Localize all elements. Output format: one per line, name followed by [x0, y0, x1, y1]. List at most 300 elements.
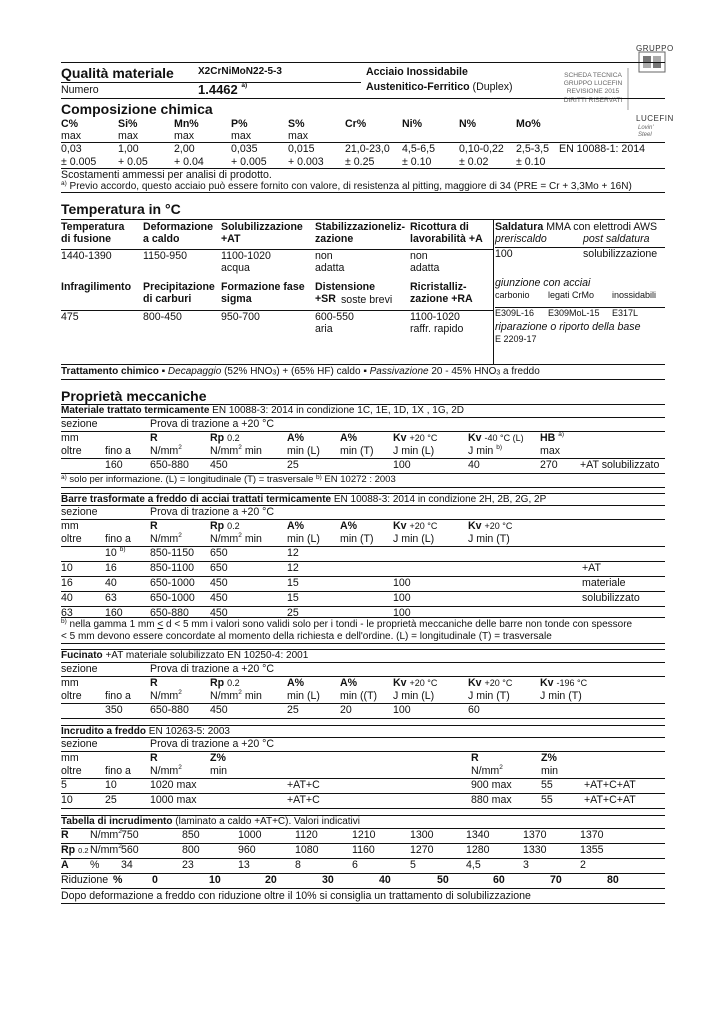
heat-treated-table: Materiale trattato termicamente EN 10088-3: 2014 in condizione 1C, 1E, 1D, 1X , 1G, 2D sezione Prova di trazione a +20 °C mm R Rp 0.2 A% A% Kv +20 °C Kv -40 °C (L) HB $^{a)}$ oltre fino a $N/mm^2$ $N/mm^2$ min min (L) min (T) J min (L) J min $^{b)}$ max 160 650-880 450 25 100 40 270 +AT solubilizzato $^{a)}$ solo per informazione. (L) = longitudinale (T) = trasversale $^{b)}$ EN 10272 : 2003 [61, 404, 665, 487]
cell: 880 max [471, 794, 512, 807]
t3-title-rest: +AT materiale solubilizzato EN 10250-4: 2001 [102, 650, 309, 662]
cell: Kv [393, 676, 407, 689]
cell: P% [231, 118, 248, 131]
t2-notes [61, 617, 665, 644]
temp-head: Stabilizzazioneliz- zazione [315, 220, 406, 245]
composition-note1: Scostamenti ammessi per analisi di prodotto. [61, 168, 272, 181]
cell: mm [61, 676, 79, 689]
chem-text: ) + (65% HF) caldo [276, 365, 361, 377]
t1-title-rest: EN 10088-3: 2014 in condizione 1C, 1E, 1D, 1X , 1G, 2D [209, 405, 464, 417]
designation: X2CrNiMoN22-5-3 [198, 66, 282, 77]
composition-max-row [61, 130, 665, 143]
temperature-section [61, 193, 665, 380]
cell: max [61, 130, 82, 143]
cell: 2,00 [174, 143, 195, 156]
cell: Ni% [402, 118, 423, 131]
weld-repair: riparazione o riporto della base [495, 320, 641, 333]
cell: 16 [105, 562, 117, 575]
cell: 1120 [295, 828, 318, 841]
joint-type: carbonio [495, 289, 530, 300]
number-label: Numero [61, 84, 99, 96]
cell: 5 [410, 858, 416, 871]
cell: 40 [468, 458, 480, 471]
cell: +AT+C [287, 794, 320, 807]
cell: N/mm [210, 689, 239, 702]
cell: b) [496, 443, 503, 451]
material-number [198, 83, 247, 98]
cell: 0.2 [227, 432, 240, 443]
temp-head: Temperatura di fusione [61, 220, 125, 245]
temp-head-suffix: soste brevi [341, 293, 393, 306]
cell: 450 [210, 703, 228, 716]
cell: 1000 max [150, 794, 197, 807]
temp-val: 1100-1020 raffr. rapido [410, 310, 464, 335]
cell: ± 0.10 [516, 155, 546, 168]
temp-val: 1440-1390 [61, 249, 112, 262]
cell: +AT+C+AT [584, 794, 636, 807]
cell: Cr% [345, 118, 367, 131]
cell: sezione [61, 738, 98, 751]
temp-val: 475 [61, 310, 79, 323]
mechanical-title: Proprietà meccaniche [61, 388, 207, 405]
cell: Kv [468, 676, 482, 689]
cell: 25 [287, 607, 299, 620]
cell: sezione [61, 662, 98, 675]
cell: min (L) [287, 444, 320, 457]
cell: 850-1150 [150, 547, 194, 560]
cell: 8 [295, 858, 301, 871]
cell: mm [61, 752, 79, 765]
cell: 0.2 [227, 677, 240, 688]
chem-text: Passivazione [369, 365, 429, 377]
cell: +AT+C [287, 779, 320, 792]
cell: 3 [523, 858, 529, 871]
cell: 650 [210, 562, 228, 575]
cell: 4,5-6,5 [402, 143, 435, 156]
cell: min [241, 689, 262, 702]
cell: 1280 [466, 843, 490, 856]
cell: J min (T) [540, 689, 582, 702]
cell: 55 [541, 794, 553, 807]
cell: 15 [287, 592, 299, 605]
cell: ± 0.25 [345, 155, 375, 168]
note-text: Previo accordo, questo acciaio può essere fornito con valore, di resistenza al pitting, maggiore di 34 (PRE = Cr + 3,3Mo + 16N) [66, 180, 632, 192]
note-mark: b) [316, 473, 322, 481]
weld-title [495, 221, 665, 233]
type-line2 [366, 81, 513, 93]
electrode: E317L [612, 307, 639, 318]
chemical-treatment: Trattamento chimico ▪ Decapaggio (52% HNO3) + (65% HF) caldo ▪ Passivazione 20 - 45% HNO3 a freddo [61, 364, 665, 381]
type-suffix: (Duplex) [469, 81, 513, 93]
cell: + 0.005 [231, 155, 267, 168]
cell: 1270 [410, 843, 434, 856]
t3-title [61, 649, 665, 662]
cell: + 0.04 [174, 155, 204, 168]
cell: 650-880 [150, 458, 189, 471]
cell: 850 [182, 828, 200, 841]
cell: Kv [468, 431, 482, 444]
cell: 450 [210, 458, 228, 471]
t1-notes [61, 473, 665, 488]
t2-title-rest: EN 10088-3: 2014 in condizione 2H, 2B, 2G, 2P [331, 493, 547, 505]
cell: A% [340, 431, 358, 444]
cell: min (T) [340, 533, 374, 546]
cell: Prova di trazione a +20 °C [150, 506, 275, 519]
t2-title-bold: Barre trasformate a freddo di acciai trattati termicamente [61, 493, 332, 505]
cell: R [150, 676, 158, 689]
chem-text: a freddo [500, 365, 540, 377]
cell: 1,00 [118, 143, 139, 156]
cell: Z% [210, 752, 226, 765]
table-row [61, 606, 665, 621]
note-mark: a) [61, 179, 67, 187]
cell: +20 °C [484, 677, 513, 688]
cell: oltre [61, 765, 82, 778]
cell: 40 [105, 577, 117, 590]
cell: 30 [322, 873, 334, 886]
cell: R [150, 752, 158, 765]
cell: N/mm [150, 533, 179, 546]
cell: min (L) [287, 533, 320, 546]
temp-head: Precipitazione di carburi [143, 280, 215, 305]
cell: 160 [105, 458, 123, 471]
cell: 12 [287, 562, 299, 575]
cell: 60 [468, 703, 480, 716]
cell: 800 [182, 843, 200, 856]
cell: 1370 [580, 828, 604, 841]
cell: 10 [105, 547, 117, 560]
cell: 10 [105, 779, 117, 792]
cell: J min (L) [393, 444, 435, 457]
cell: 10 [209, 873, 221, 886]
cell: Si% [118, 118, 138, 131]
welding-block [495, 221, 665, 345]
cell: max [174, 130, 195, 143]
cell: max [288, 130, 309, 143]
cold-hardened-table: Incrudito a freddo EN 10263-5: 2003 sezione Prova di trazione a +20 °C mm R Z% R Z% oltre fino a $N/mm^2$ min $N/mm^2$ min 5 10 1020 max +AT+C 900 max 55 +AT+C+AT 10 25 1000 max +AT+C 880 max 55 +AT+C+AT [61, 725, 665, 810]
temperature-grid [61, 219, 665, 364]
cell: oltre [61, 533, 82, 546]
cell: 650-880 [150, 607, 189, 620]
joint-type: inossidabili [612, 289, 657, 300]
cell: ± 0.10 [402, 155, 432, 168]
cell: mm [61, 520, 79, 533]
table-row: Rp 0.2 $N/mm^2$ 560 800 960 1080 1160 1270 1280 1330 1355 [61, 843, 665, 858]
weld-label: Saldatura [495, 220, 544, 233]
mechanical-section [61, 380, 665, 904]
cell: max [118, 130, 139, 143]
cell: 1210 [352, 828, 376, 841]
cell: N% [459, 118, 477, 131]
cell: 0.2 [227, 521, 240, 532]
cell: 450 [210, 577, 228, 590]
table-row [61, 858, 665, 873]
cell: +20 °C [484, 521, 513, 532]
cell: 100 [393, 577, 411, 590]
cell: ± 0.005 [61, 155, 97, 168]
cell: 2,5-3,5 [516, 143, 549, 156]
temp-head: Ricottura di lavorabilità +A [410, 220, 483, 245]
cell: A% [287, 676, 305, 689]
cell: 6 [352, 858, 358, 871]
cell: Z% [541, 752, 557, 765]
note-mark: a) [61, 473, 67, 481]
cell: 60 [493, 873, 505, 886]
cell: J min (T) [468, 689, 510, 702]
cell [559, 118, 665, 130]
cell: min (L) [287, 689, 320, 702]
table-row: R $N/mm^2$ 750 850 1000 1120 1210 1300 1340 1370 1370 [61, 828, 665, 843]
chem-text: 20 - 45% HNO [428, 365, 497, 377]
cell: 450 [210, 592, 228, 605]
cell: N/mm [210, 444, 239, 457]
cell: max [540, 444, 561, 457]
chem-sub: 3 [272, 369, 277, 376]
cell: min [541, 765, 559, 778]
cell: 1370 [523, 828, 547, 841]
cell: 160 [105, 607, 123, 620]
cell [61, 547, 105, 561]
row-unit: % [90, 858, 100, 871]
cell: 1330 [523, 843, 547, 856]
cell: fino a [105, 444, 131, 457]
cell: 25 [287, 458, 299, 471]
cell: 650-1000 [150, 592, 195, 605]
cell: J min [468, 444, 494, 457]
temp-head: Ricristalliz- zazione +RA [410, 280, 473, 305]
electrode: E309MoL-15 [548, 307, 600, 318]
cell: 650-1000 [150, 577, 195, 590]
weld-post: post saldatura [583, 232, 650, 245]
table-row [61, 793, 665, 809]
weld-repair-code: E 2209-17 [495, 333, 537, 344]
cell: 1000 [238, 828, 262, 841]
weld-joint: giunzione con acciai [495, 276, 591, 289]
electrode: E309L-16 [495, 307, 535, 318]
cell: J min (T) [468, 533, 510, 546]
row-label: R [61, 828, 69, 841]
logo-top-text: GRUPPO [636, 44, 674, 53]
t5-title-rest: (laminato a caldo +AT+C). Valori indicativi [172, 816, 360, 828]
cell: sezione [61, 506, 98, 519]
cell: +20 °C [409, 677, 438, 688]
cell: oltre [61, 689, 82, 702]
cold-drawn-table: Barre trasformate a freddo di acciai trattati termicamente EN 10088-3: 2014 in condizione 2H, 2B, 2G, 2P sezione Prova di trazione a +20 °C mm R Rp 0.2 A% A% Kv +20 °C Kv +20 °C oltre fino a $N/mm^2$ $N/mm^2$ min min (L) min (T) J min (L) J min (T) 10 $^{b)}$ 850-1150 650 12 10 16 850-1100 650 12 16 40 650-1000 450 15 100 40 63 650-1000 450 15 100 63 160 650-880 450 25 100 +AT materiale solubilizzato $^{b)}$ nella gamma 1 mm < d < 5 mm i valori sono validi solo per i tondi - le proprietà meccaniche delle barre non tonde con spessore < 5 mm devono essere concordate al momento della richiesta e dell'ordine. (L) = longitudinale (T) = trasversale [61, 493, 665, 645]
cell: 450 [210, 607, 228, 620]
reduction-unit: % [113, 873, 123, 886]
cell: 20 [340, 703, 352, 716]
temp-head: Solubilizzazione +AT [221, 220, 303, 245]
reduction-row [61, 873, 665, 888]
cell: 100 [393, 592, 411, 605]
t5-title [61, 815, 665, 828]
temp-val: 1100-1020 acqua [221, 249, 271, 274]
cell: Kv [468, 520, 482, 533]
cell: N/mm [150, 689, 179, 702]
weld-post-val: solubilizzazione [583, 247, 658, 260]
cell: N/mm [210, 533, 239, 546]
cell: Prova di trazione a +20 °C [150, 662, 275, 675]
cell: ± 0.02 [459, 155, 489, 168]
note-text: < 5 mm devono essere concordate al momento della richiesta e dell'ordine. (L) = longitudinale (T) = trasversale [61, 630, 552, 642]
cell: 0,03 [61, 143, 82, 156]
cell: 1160 [352, 843, 375, 856]
cell: -40 °C (L) [484, 432, 524, 443]
cell: min ((T) [340, 689, 378, 702]
cell: 40 [379, 873, 391, 886]
cell: mm [61, 431, 79, 444]
cell: +20 °C [409, 432, 438, 443]
cell: 270 [540, 458, 558, 471]
temp-val: non adatta [410, 249, 440, 274]
header-section [61, 62, 665, 98]
cell: fino a [105, 533, 131, 546]
temp-val: 600-550 aria [315, 310, 354, 335]
cell: -196 °C [556, 677, 588, 688]
card-line: REVISIONE 2015 [566, 88, 620, 96]
t5-footer: Dopo deformazione a freddo con riduzione oltre il 10% si consiglia un trattamento di solubilizzazione [61, 888, 665, 904]
cell: 100 [393, 703, 411, 716]
cell: C% [61, 118, 79, 131]
card-line: SCHEDA TECNICA [564, 72, 622, 79]
cell: Prova di trazione a +20 °C [150, 738, 275, 751]
temp-val: 1150-950 [143, 249, 187, 262]
chem-sub: 3 [496, 369, 501, 376]
type-main: Austenitico-Ferritico [366, 81, 470, 93]
temp-head: Formazione fase sigma [221, 280, 305, 305]
temp-head-distensione [315, 281, 410, 310]
row-label: Rp [61, 843, 76, 856]
cell: 2 [580, 858, 586, 871]
cell: min (T) [340, 444, 374, 457]
joint-type: legati CrMo [548, 289, 595, 300]
cell: 0 [152, 873, 158, 886]
table-row [61, 576, 665, 591]
cell: 10 [61, 794, 73, 807]
t4-title-bold: Incrudito a freddo [61, 725, 146, 737]
logo-bottom-text: LUCEFIN [636, 114, 674, 123]
cell: J min (L) [393, 689, 435, 702]
cell: 960 [238, 843, 256, 856]
note-text: < [157, 619, 164, 631]
cell: N/mm [150, 444, 179, 457]
cell: A% [287, 431, 305, 444]
cell: 900 max [471, 779, 512, 792]
cell: 12 [287, 547, 299, 560]
cell: J min (L) [393, 533, 435, 546]
note-text: d < 5 mm i valori sono validi solo per i tondi - le proprietà meccaniche delle barre non tonde con spessore [163, 619, 633, 631]
cell: 63 [105, 592, 117, 605]
composition-note2 [61, 181, 665, 194]
row-note: b) [119, 546, 126, 554]
hardening-table [61, 815, 665, 904]
row-label: A [61, 858, 69, 871]
row-unit: N/mm [90, 843, 119, 856]
cell: 70 [550, 873, 562, 886]
t1-title-bold: Materiale trattato termicamente [61, 405, 210, 417]
composition-standard: EN 10088-1: 2014 [559, 143, 645, 156]
composition-section [61, 98, 665, 193]
cell: 13 [238, 858, 250, 871]
treat-line: +AT [582, 562, 601, 575]
cell: A% [340, 520, 358, 533]
cell: A% [340, 676, 358, 689]
cell: +20 °C [409, 521, 438, 532]
cell: fino a [105, 765, 131, 778]
cell: 650-880 [150, 703, 189, 716]
cell: 750 [121, 828, 139, 841]
cell: 350 [105, 703, 123, 716]
cell: 1340 [466, 828, 490, 841]
cell: 560 [121, 843, 139, 856]
t2-treatment [582, 561, 640, 606]
composition-tolerance-row [61, 156, 665, 169]
temp-val: 800-450 [143, 310, 182, 323]
cell: min [210, 765, 228, 778]
cell: 40 [61, 592, 73, 605]
cell: 4,5 [466, 858, 481, 871]
cell: R [150, 431, 158, 444]
t4-title [61, 725, 665, 738]
cell: +AT+C+AT [584, 779, 636, 792]
cell: 650 [210, 547, 228, 560]
temp-head: Distensione +SR [315, 280, 376, 305]
cell: A% [287, 520, 305, 533]
chem-text: Decapaggio [167, 365, 222, 377]
composition-table [61, 118, 665, 169]
cell: 21,0-23,0 [345, 143, 390, 156]
temp-val: 950-700 [221, 310, 260, 323]
cell: N/mm [150, 765, 179, 778]
type-line1: Acciaio Inossidabile [366, 66, 468, 78]
cell: Kv [540, 676, 554, 689]
cell: 25 [105, 794, 117, 807]
cell: Kv [393, 431, 407, 444]
t2-title [61, 493, 665, 506]
t2-rows [61, 546, 665, 620]
cell: 0,015 [288, 143, 315, 156]
cell: S% [288, 118, 305, 131]
note-mark: b) [61, 618, 67, 626]
forged-table: Fucinato +AT materiale solubilizzato EN 10250-4: 2001 sezione Prova di trazione a +20 °C mm R Rp 0.2 A% A% Kv +20 °C Kv +20 °C Kv -196 °C oltre fino a $N/mm^2$ $N/mm^2$ min min (L) min ((T) J min (L) J min (T) J min (T) 350 650-880 450 25 20 100 60 [61, 649, 665, 719]
cell: + 0.003 [288, 155, 324, 168]
row-unit-small: 0.2 [78, 845, 89, 855]
t1-title [61, 405, 665, 417]
cell: 34 [121, 858, 133, 871]
row-unit: N/mm [90, 828, 119, 841]
t4-title-rest: EN 10263-5: 2003 [146, 725, 230, 737]
composition-title: Composizione chimica [61, 101, 213, 117]
cell: N/mm [471, 765, 500, 778]
table-row [61, 561, 665, 576]
cell: Rp [210, 520, 225, 533]
note-text: EN 10272 : 2003 [321, 473, 396, 485]
cell: 63 [61, 607, 73, 620]
cell: min [241, 533, 262, 546]
cell: 16 [61, 577, 73, 590]
cell: 1020 max [150, 779, 197, 792]
table-row [61, 778, 665, 793]
cell: R [471, 752, 479, 765]
number-note: a) [241, 82, 248, 89]
number-value: 1.4462 [198, 82, 238, 97]
cell: 80 [607, 873, 619, 886]
cell: 100 [393, 458, 411, 471]
cell: 1355 [580, 843, 604, 856]
logo-tagline: Lovin' Steel [638, 125, 654, 138]
cell: 0,10-0,22 [459, 143, 504, 156]
t5-title-bold: Tabella di incrudimento [61, 816, 173, 828]
